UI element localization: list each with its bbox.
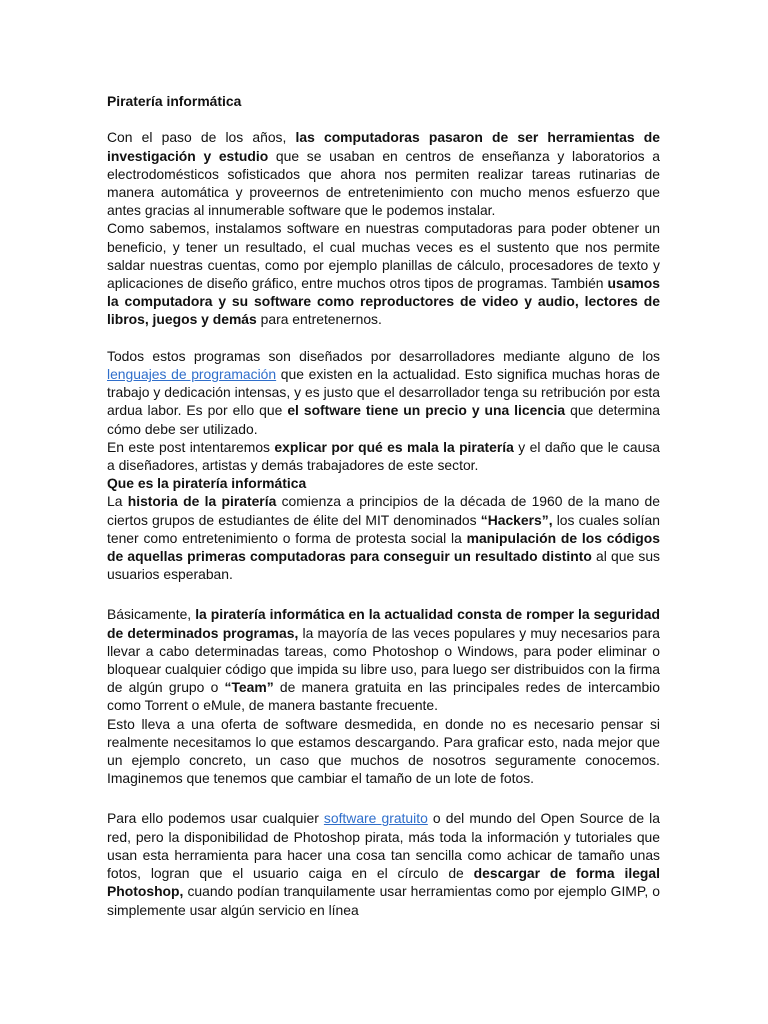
document-title: Piratería informática bbox=[107, 93, 242, 109]
text-run: En este post intentaremos bbox=[107, 438, 275, 455]
paragraph-1 bbox=[107, 128, 660, 219]
text-run: que se usaban en centros de enseñanza y laboratorios a electrodomésticos sofisticados que ahora nos permiten realizar tareas rutinarias de manera automática y proveernos de entretenimiento con mucho menos esfuerzo que antes gracias al innumerable software que le podemos instalar. bbox=[107, 147, 661, 219]
bold-text: explicar por qué es mala la piratería bbox=[274, 438, 514, 455]
text-run: Para ello podemos usar cualquier bbox=[107, 810, 324, 827]
paragraph-5 bbox=[107, 492, 660, 583]
section-subtitle: Que es la piratería informática bbox=[107, 475, 307, 492]
text-run: o del mundo del Open Source de la red, pero la disponibilidad de Photoshop pirata, más toda la información y tutoriales que usan esta herramienta para hacer una cosa tan sencilla como achicar de tamaño unas fotos, logran que el usuario caiga en el círculo de bbox=[107, 810, 660, 882]
bold-text: historia de la piratería bbox=[127, 493, 277, 510]
text-run: Esto lleva a una oferta de software desmedida, en donde no es necesario pensar si realmente necesitamos lo que estamos descargando. Para graficar esto, nada mejor que un ejemplo concreto, un caso que muchos de nosotros seguramente conocemos. Imaginemos que tenemos que cambiar el tamaño de un lote de fotos. bbox=[107, 715, 660, 787]
paragraph-7 bbox=[107, 715, 660, 788]
spacer bbox=[107, 110, 660, 128]
text-run: al que sus usuarios esperaban. bbox=[107, 548, 660, 583]
bold-text: la piratería informática en la actualidad consta de romper la seguridad de determinados programas, bbox=[107, 606, 660, 641]
text-run: La bbox=[107, 493, 128, 510]
text-run: Básicamente, bbox=[107, 606, 196, 623]
text-run: que existen en la actualidad. Esto significa muchas horas de trabajo y dedicación intensas, y es justo que el desarrollador tenga su retribución por esta ardua labor. Es por ello que bbox=[107, 366, 660, 419]
text-run: que determina cómo debe ser utilizado. bbox=[107, 402, 661, 437]
text-run: comienza a principios de la década de 1960 de la mano de ciertos grupos de estudiantes de élite del MIT denominados bbox=[107, 493, 660, 528]
paragraph-3 bbox=[107, 347, 660, 438]
inline-link[interactable]: lenguajes de programación bbox=[107, 366, 277, 383]
document-body bbox=[107, 92, 660, 919]
paragraph-2 bbox=[107, 219, 660, 328]
bold-text: manipulación de los códigos de aquellas primeras computadoras para conseguir un resultado distinto bbox=[107, 529, 660, 565]
spacer bbox=[107, 583, 660, 605]
text-run: cuando podían tranquilamente usar herramientas como por ejemplo GIMP, o simplemente usar algún servicio en línea bbox=[107, 883, 660, 918]
text-run: Con el paso de los años, bbox=[107, 129, 296, 146]
bold-text: el software tiene un precio y una licencia bbox=[287, 402, 566, 419]
paragraph-8 bbox=[107, 809, 660, 918]
text-run: para entretenernos. bbox=[256, 311, 382, 328]
text-run: la mayoría de las veces populares y muy necesarios para llevar a cabo determinadas tareas, como Photoshop o Windows, para poder eliminar o bloquear cualquier código que impida su libre uso, para luego ser distribuidos con la firma de algún grupo o bbox=[107, 624, 660, 696]
text-run: los cuales solían tener como entretenimiento o forma de protesta social la bbox=[107, 511, 660, 546]
spacer bbox=[107, 329, 660, 347]
text-run: Como sabemos, instalamos software en nuestras computadoras para poder obtener un beneficio, y tener un resultado, el cual muchas veces es el sustento que nos permite saldar nuestras cuentas, como por ejemplo planillas de cálculo, procesadores de texto y aplicaciones de diseño gráfico, entre muchos otros tipos de programas. También bbox=[107, 220, 660, 292]
spacer bbox=[107, 787, 660, 809]
text-run: Todos estos programas son diseñados por desarrolladores mediante alguno de los bbox=[107, 347, 660, 364]
paragraph-6 bbox=[107, 605, 660, 714]
text-run: de manera gratuita en las principales redes de intercambio como Torrent o eMule, de manera bastante frecuente. bbox=[107, 679, 660, 714]
bold-text: usamos la computadora y su software como reproductores de video y audio, lectores de libros, juegos y demás bbox=[107, 275, 660, 328]
bold-text: “Team” bbox=[224, 679, 274, 696]
text-run: y el daño que le causa a diseñadores, artistas y demás trabajadores de este sector. bbox=[107, 438, 660, 474]
paragraph-4 bbox=[107, 438, 660, 474]
inline-link[interactable]: software gratuito bbox=[323, 810, 428, 827]
bold-text: descargar de forma ilegal Photoshop, bbox=[107, 865, 660, 900]
bold-text: “Hackers”, bbox=[480, 511, 553, 528]
bold-text: las computadoras pasaron de ser herramientas de investigación y estudio bbox=[107, 129, 660, 164]
